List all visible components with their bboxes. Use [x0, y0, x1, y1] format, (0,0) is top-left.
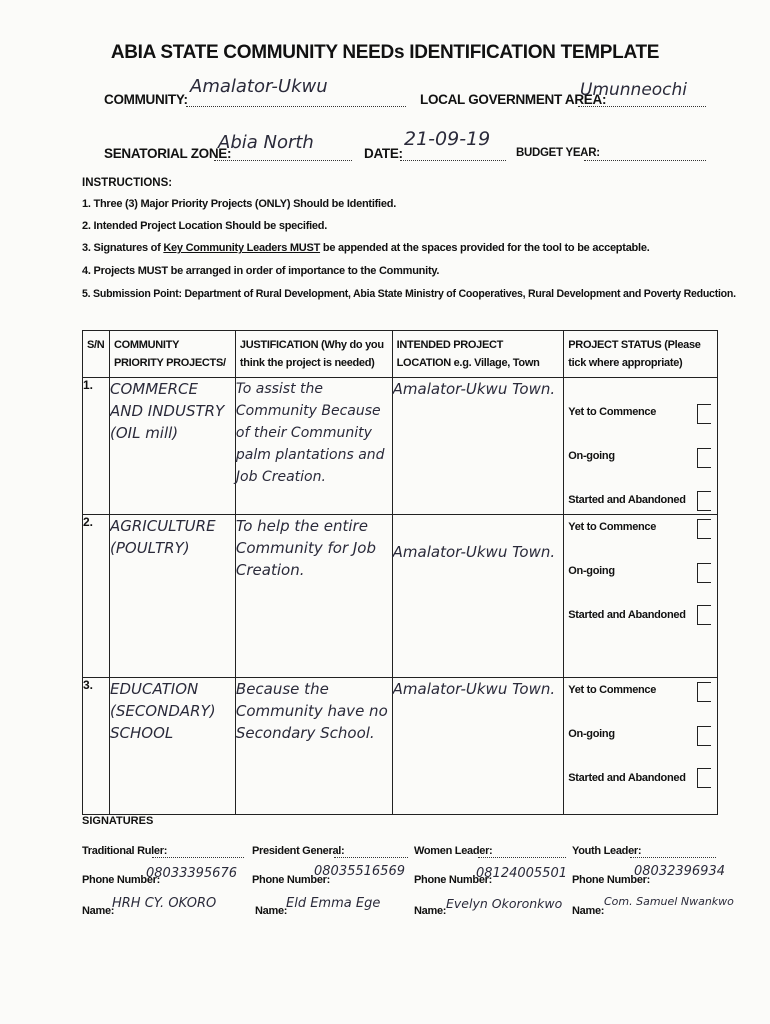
youth-leader-name-label: Name: — [572, 905, 605, 917]
senatorial-line — [214, 160, 352, 161]
instruction-3-part1: 3. Signatures of — [82, 242, 161, 254]
row-location[interactable]: Amalator-Ukwu Town. — [392, 378, 564, 515]
status-yet-to-commence-checkbox[interactable] — [697, 519, 711, 539]
row-sn: 2. — [83, 515, 110, 678]
women-leader-name[interactable]: Evelyn Okoronkwo — [446, 896, 563, 911]
status-yet-to-commence-label: Yet to Commence — [568, 684, 657, 696]
row-justification[interactable]: To help the entire Community for Job Creation. — [235, 515, 392, 678]
table-row — [83, 678, 718, 815]
instruction-3-emphasis: Key Community Leaders MUST — [163, 242, 321, 254]
priority-projects-table — [82, 330, 718, 815]
table-row — [83, 378, 718, 515]
status-abandoned-checkbox[interactable] — [697, 768, 711, 788]
community-line — [186, 106, 406, 107]
header-project: COMMUNITY PRIORITY PROJECTS/ — [109, 331, 235, 378]
community-value[interactable]: Amalator-Ukwu — [190, 76, 328, 97]
youth-leader-phone-label: Phone Number: — [572, 874, 650, 886]
signatures-heading: SIGNATURES — [82, 815, 154, 827]
row-justification[interactable]: To assist the Community Because of their Community palm plantations and Job Creation. — [235, 378, 392, 515]
row-sn: 3. — [83, 678, 110, 815]
status-abandoned-label: Started and Abandoned — [568, 772, 686, 784]
status-yet-to-commence-label: Yet to Commence — [568, 406, 657, 418]
women-leader-signature-line[interactable] — [478, 857, 566, 858]
women-leader-phone[interactable]: 08124005501 — [476, 866, 567, 881]
instruction-3 — [82, 242, 650, 254]
row-justification[interactable]: Because the Community have no Secondary School. — [235, 678, 392, 815]
instruction-4: 4. Projects MUST be arranged in order of importance to the Community. — [82, 265, 440, 277]
traditional-ruler-phone-label: Phone Number: — [82, 874, 160, 886]
date-value[interactable]: 21-09-19 — [404, 128, 491, 150]
row-status — [564, 678, 718, 815]
instruction-5: 5. Submission Point: Department of Rural Development, Abia State Ministry of Cooperatives, Rural Development and Poverty Reduction. — [82, 288, 736, 300]
youth-leader-name[interactable]: Com. Samuel Nwankwo — [604, 895, 734, 908]
date-line — [400, 160, 506, 161]
president-general-name[interactable]: Eld Emma Ege — [286, 896, 381, 911]
table-row — [83, 515, 718, 678]
women-leader-name-label: Name: — [414, 905, 447, 917]
senatorial-zone-value[interactable]: Abia North — [218, 132, 314, 153]
lga-value[interactable]: Umunneochi — [580, 80, 688, 100]
row-location[interactable]: Amalator-Ukwu Town. — [392, 515, 564, 678]
header-location: INTENDED PROJECT LOCATION e.g. Village, Town — [392, 331, 564, 378]
row-project[interactable]: EDUCATION (SECONDARY) SCHOOL — [109, 678, 235, 815]
instruction-1: 1. Three (3) Major Priority Projects (ONLY) Should be Identified. — [82, 198, 397, 210]
status-ongoing-label: On-going — [568, 728, 615, 740]
president-general-label: President General: — [252, 845, 345, 857]
traditional-ruler-name-label: Name: — [82, 905, 115, 917]
youth-leader-signature-line[interactable] — [630, 857, 716, 858]
instruction-3-part2: be appended at the spaces provided for the tool to be acceptable. — [322, 242, 650, 254]
status-abandoned-label: Started and Abandoned — [568, 494, 686, 506]
status-ongoing-checkbox[interactable] — [697, 726, 711, 746]
president-general-name-label: Name: — [255, 905, 288, 917]
instruction-2: 2. Intended Project Location Should be specified. — [82, 220, 328, 232]
president-general-phone[interactable]: 08035516569 — [314, 864, 405, 879]
header-status: PROJECT STATUS (Please tick where appropriate) — [564, 331, 718, 378]
president-general-phone-label: Phone Number: — [252, 874, 330, 886]
traditional-ruler-label: Traditional Ruler: — [82, 845, 168, 857]
traditional-ruler-signature-line[interactable] — [152, 857, 244, 858]
instructions-heading: INSTRUCTIONS: — [82, 177, 173, 189]
status-ongoing-label: On-going — [568, 565, 615, 577]
status-abandoned-label: Started and Abandoned — [568, 609, 686, 621]
form-title: ABIA STATE COMMUNITY NEEDs IDENTIFICATION TEMPLATE — [110, 42, 660, 63]
traditional-ruler-name[interactable]: HRH CY. OKORO — [112, 896, 217, 911]
row-location[interactable]: Amalator-Ukwu Town. — [392, 678, 564, 815]
row-sn: 1. — [83, 378, 110, 515]
women-leader-phone-label: Phone Number: — [414, 874, 492, 886]
community-label: COMMUNITY: — [104, 92, 188, 107]
table-header-row — [83, 331, 718, 378]
header-justification: JUSTIFICATION (Why do you think the project is needed) — [235, 331, 392, 378]
lga-line — [578, 106, 706, 107]
status-ongoing-checkbox[interactable] — [697, 563, 711, 583]
row-status — [564, 378, 718, 515]
status-yet-to-commence-label: Yet to Commence — [568, 521, 657, 533]
status-yet-to-commence-checkbox[interactable] — [697, 682, 711, 702]
budget-year-line — [584, 160, 706, 161]
lga-label: LOCAL GOVERNMENT AREA: — [420, 92, 607, 107]
status-ongoing-checkbox[interactable] — [697, 448, 711, 468]
youth-leader-phone[interactable]: 08032396934 — [634, 864, 725, 879]
status-ongoing-label: On-going — [568, 450, 615, 462]
date-label: DATE: — [364, 146, 403, 161]
row-project[interactable]: AGRICULTURE (POULTRY) — [109, 515, 235, 678]
women-leader-label: Women Leader: — [414, 845, 493, 857]
header-sn: S/N — [83, 331, 110, 378]
status-yet-to-commence-checkbox[interactable] — [697, 404, 711, 424]
youth-leader-label: Youth Leader: — [572, 845, 642, 857]
status-abandoned-checkbox[interactable] — [697, 605, 711, 625]
traditional-ruler-phone[interactable]: 08033395676 — [146, 866, 237, 881]
row-project[interactable]: COMMERCE AND INDUSTRY (OIL mill) — [109, 378, 235, 515]
budget-year-label: BUDGET YEAR: — [516, 147, 600, 159]
row-status — [564, 515, 718, 678]
president-general-signature-line[interactable] — [334, 857, 408, 858]
status-abandoned-checkbox[interactable] — [697, 491, 711, 511]
senatorial-zone-label: SENATORIAL ZONE: — [104, 146, 232, 161]
